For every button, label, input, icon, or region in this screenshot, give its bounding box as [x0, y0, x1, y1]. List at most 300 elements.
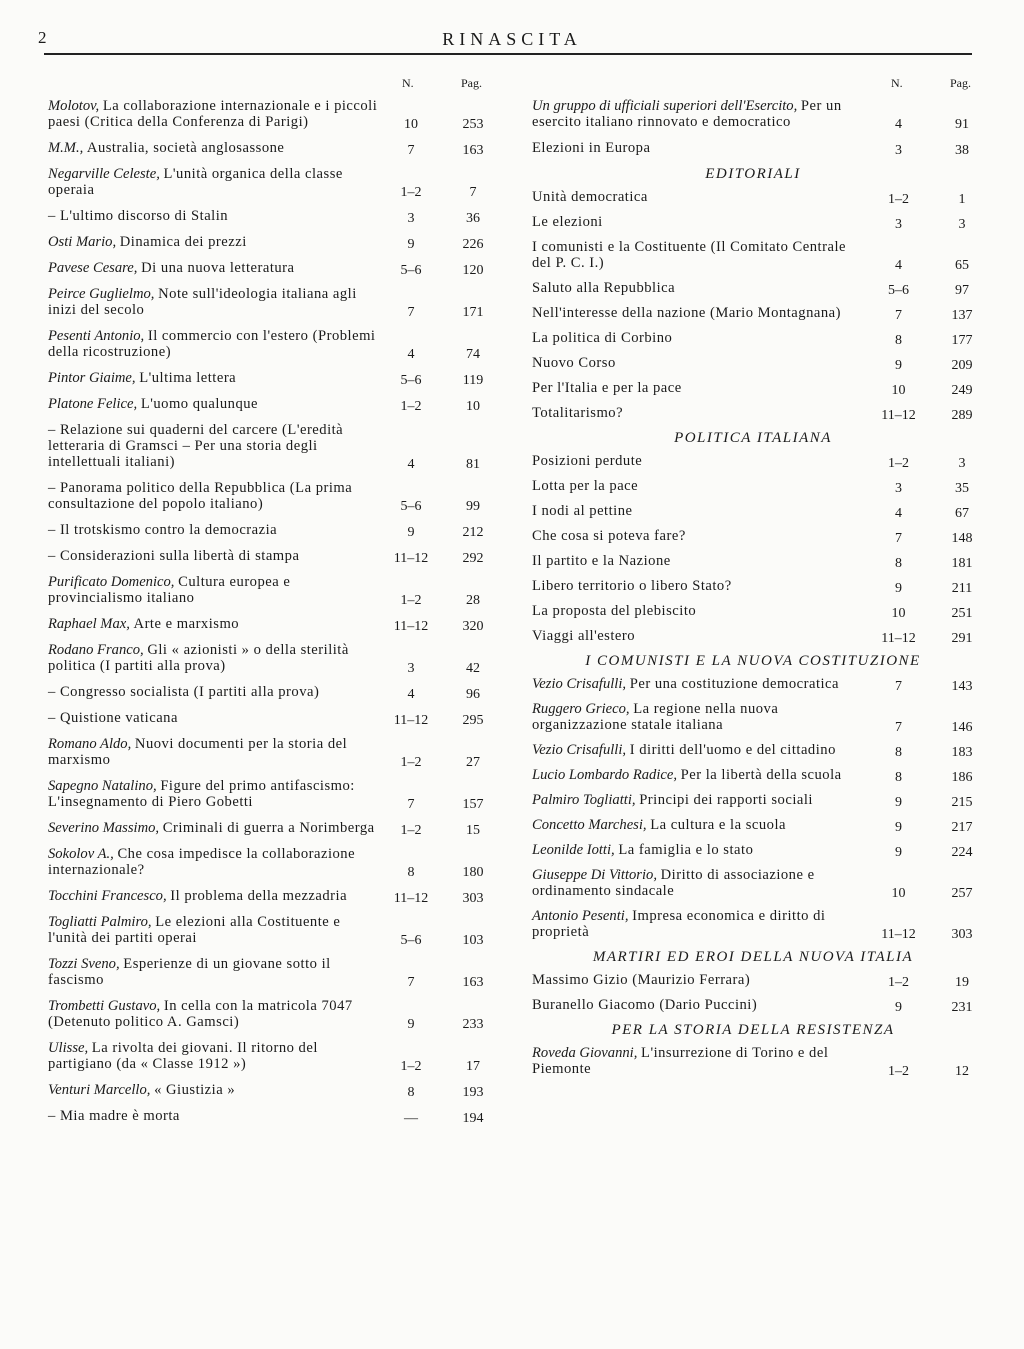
entry-page-number: 163	[462, 143, 484, 158]
entry-issue-number: 1–2	[888, 1064, 909, 1079]
entry-page-number: 65	[955, 258, 969, 273]
entry-author: Trombetti Gustavo,	[48, 998, 161, 1014]
entry-title: Buranello Giacomo (Dario Puccini)	[532, 997, 758, 1013]
entry-page-number: 119	[462, 373, 484, 388]
entry-title: La collaborazione internazionale e i piccoli paesi (Critica della Conferenza di Parigi)	[48, 98, 378, 130]
entry-title: – L'ultimo discorso di Stalin	[48, 208, 229, 224]
index-entry	[48, 522, 488, 538]
page-header-label: Pag.	[461, 76, 482, 90]
entry-page-number: 146	[951, 720, 973, 735]
entry-author: Severino Massimo,	[48, 820, 160, 836]
entry-author: Tocchini Francesco,	[48, 888, 167, 904]
entry-issue-number: 7	[895, 679, 902, 694]
entry-page-number: 137	[951, 308, 973, 323]
index-entry	[532, 453, 974, 469]
index-entry	[48, 166, 488, 198]
entry-issue-number: 4	[895, 117, 902, 132]
entry-title: Posizioni perdute	[532, 453, 643, 469]
index-entry	[48, 710, 488, 726]
entry-issue-number: 3	[895, 217, 902, 232]
entry-issue-number: 7	[407, 143, 415, 158]
entry-page-number: 253	[462, 117, 484, 132]
entry-text	[532, 767, 867, 783]
entry-issue-number: 4	[895, 258, 902, 273]
entry-text	[532, 380, 867, 396]
entry-page-number: 81	[466, 457, 480, 472]
entry-title: L'uomo qualunque	[140, 396, 259, 412]
index-entry	[532, 528, 974, 544]
section-heading: PER LA STORIA DELLA RESISTENZA	[611, 1022, 895, 1038]
entry-page-number: 3	[958, 456, 966, 471]
section-heading: EDITORIALI	[705, 166, 801, 182]
entry-text	[48, 616, 380, 632]
entry-page-number: 157	[462, 797, 484, 812]
index-entry	[532, 305, 974, 321]
entry-issue-number: 4	[407, 347, 415, 362]
entry-title: Nuovo Corso	[532, 355, 616, 371]
entry-text	[532, 280, 867, 296]
entry-author: Platone Felice,	[48, 396, 138, 412]
entry-text	[532, 140, 867, 156]
entry-issue-number: 9	[895, 845, 902, 860]
entry-title: Diritto di associazione e ordinamento sindacale	[532, 867, 815, 899]
entry-title: Che cosa impedisce la collaborazione internazionale?	[48, 846, 356, 878]
entry-text	[532, 214, 867, 230]
entry-page-number: 42	[466, 661, 480, 676]
index-entry	[48, 778, 488, 810]
entry-author: Sapegno Natalino,	[48, 778, 157, 794]
entry-text	[48, 846, 380, 878]
index-entry	[48, 260, 488, 276]
entry-title: Libero territorio o libero Stato?	[532, 578, 732, 594]
entry-title: Esperienze di un giovane sotto il fascismo	[48, 956, 331, 988]
entry-page-number: 251	[951, 606, 973, 621]
entry-page-number: 10	[466, 399, 480, 414]
entry-author: Togliatti Palmiro,	[48, 914, 152, 930]
entry-issue-number: 11–12	[393, 891, 429, 906]
entry-text	[48, 888, 380, 904]
entry-title: Viaggi all'estero	[532, 628, 636, 644]
entry-page-number: 91	[955, 117, 969, 132]
entry-text	[532, 355, 867, 371]
entry-title: I nodi al pettine	[532, 503, 633, 519]
index-entry	[48, 888, 488, 904]
entry-page-number: 295	[462, 713, 484, 728]
entry-title: Arte e marxismo	[133, 616, 240, 632]
entry-text	[532, 578, 867, 594]
index-entry	[48, 914, 488, 946]
entry-issue-number: 1–2	[400, 593, 422, 608]
entry-page-number: 249	[951, 383, 973, 398]
entry-author: Sokolov A.,	[48, 846, 114, 862]
entry-issue-number: 1–2	[888, 456, 909, 471]
index-entry	[532, 330, 974, 346]
entry-page-number: 303	[462, 891, 484, 906]
header-rule	[44, 53, 972, 55]
entry-issue-number: 11–12	[393, 619, 429, 634]
entry-page-number: 209	[951, 358, 973, 373]
entry-issue-number: 7	[407, 305, 415, 320]
entry-page-number: 211	[951, 581, 973, 596]
entry-page-number: 103	[462, 933, 484, 948]
entry-page-number: 257	[951, 886, 973, 901]
left-column-header	[48, 76, 488, 98]
entry-text	[532, 330, 867, 346]
index-entry	[48, 208, 488, 224]
entry-text	[532, 792, 867, 808]
entry-title: Di una nuova letteratura	[141, 260, 295, 276]
entry-text	[532, 676, 867, 692]
entry-issue-number: 9	[895, 1000, 902, 1015]
entry-author: Purificato Domenico,	[48, 574, 175, 590]
entry-issue-number: 10	[891, 383, 906, 398]
entry-text	[48, 522, 380, 538]
entry-title: « Giustizia »	[154, 1082, 236, 1098]
entry-issue-number: 5–6	[400, 373, 422, 388]
entry-text	[532, 701, 867, 733]
entry-text	[532, 817, 867, 833]
entry-title: – Il trotskismo contro la democrazia	[48, 522, 278, 538]
entry-title: L'insurrezione di Torino e del Piemonte	[532, 1045, 829, 1077]
entry-author: Raphael Max,	[48, 616, 130, 632]
entry-title: Che cosa si poteva fare?	[532, 528, 686, 544]
entry-text	[532, 553, 867, 569]
entry-text	[48, 956, 380, 988]
entry-issue-number: 10	[891, 886, 906, 901]
page-number: 2	[38, 28, 47, 47]
entry-page-number: 74	[466, 347, 480, 362]
entry-title: Unità democratica	[532, 189, 648, 205]
entry-page-number: 143	[951, 679, 973, 694]
entry-text	[532, 742, 867, 758]
entry-text	[48, 422, 380, 470]
entry-title: Criminali di guerra a Norimberga	[162, 820, 375, 836]
index-entry	[532, 701, 974, 733]
entry-title: L'unità organica della classe operaia	[48, 166, 343, 198]
entry-text	[48, 684, 380, 700]
entry-page-number: 67	[955, 506, 969, 521]
entry-text	[532, 1045, 867, 1077]
entry-text	[48, 396, 380, 412]
entry-author: Un gruppo di ufficiali superiori dell'Esercito,	[532, 98, 798, 114]
entry-title: Australia, società anglosassone	[86, 140, 285, 156]
index-entry	[532, 553, 974, 569]
entry-title: – Mia madre è morta	[48, 1108, 180, 1124]
entry-issue-number: 7	[407, 797, 415, 812]
index-entry	[48, 736, 488, 768]
index-entry	[532, 676, 974, 692]
entry-author: Negarville Celeste,	[48, 166, 160, 182]
entry-author: Vezio Crisafulli,	[532, 742, 627, 758]
entry-issue-number: 8	[895, 745, 902, 760]
entry-page-number: 7	[469, 185, 477, 200]
entry-issue-number: 11–12	[393, 713, 429, 728]
entry-page-number: 97	[955, 283, 969, 298]
entry-page-number: 180	[462, 865, 484, 880]
entry-page-number: 186	[951, 770, 973, 785]
entry-title: La rivolta dei giovani. Il ritorno del partigiano (da « Classe 1912 »)	[48, 1040, 318, 1072]
entry-issue-number: 3	[407, 661, 415, 676]
index-entry	[48, 1108, 488, 1124]
entry-title: Per l'Italia e per la pace	[532, 380, 682, 396]
entry-page-number: 17	[466, 1059, 480, 1074]
entry-author: Pintor Giaime,	[48, 370, 136, 386]
index-entry	[48, 480, 488, 512]
entry-text	[48, 166, 380, 198]
number-header: N.	[402, 76, 414, 90]
entry-author: Concetto Marchesi,	[532, 817, 647, 833]
section-heading: I COMUNISTI E LA NUOVA COSTITUZIONE	[585, 653, 921, 669]
entry-issue-number: 11–12	[393, 551, 429, 566]
entry-page-number: 148	[951, 531, 973, 546]
entry-title: Elezioni in Europa	[532, 140, 651, 156]
entry-page-number: 292	[462, 551, 484, 566]
entry-author: Tozzi Sveno,	[48, 956, 120, 972]
entry-author: Roveda Giovanni,	[532, 1045, 638, 1061]
entry-text	[48, 642, 380, 674]
index-entry	[532, 908, 974, 940]
entry-page-number: 194	[462, 1111, 484, 1126]
entry-issue-number: 8	[895, 333, 902, 348]
entry-title: Il problema della mezzadria	[170, 888, 348, 904]
entry-text	[48, 548, 380, 564]
entry-title: Cultura europea e provincialismo italiano	[48, 574, 291, 606]
entry-author: Venturi Marcello,	[48, 1082, 151, 1098]
entry-title: Nell'interesse della nazione (Mario Montagnana)	[532, 305, 841, 321]
entry-text	[48, 778, 380, 810]
entry-text	[48, 820, 380, 836]
entry-author: Ruggero Grieco,	[532, 701, 630, 717]
index-entry	[532, 355, 974, 371]
entry-text	[48, 736, 380, 768]
entry-issue-number: 5–6	[888, 283, 909, 298]
index-entry	[532, 578, 974, 594]
entry-title: La politica di Corbino	[532, 330, 673, 346]
right-column	[532, 76, 974, 1086]
index-entry	[48, 846, 488, 878]
entry-issue-number: 3	[407, 211, 415, 226]
entry-title: La proposta del plebiscito	[532, 603, 697, 619]
entry-author: Pesenti Antonio,	[48, 328, 145, 344]
entry-title: – Quistione vaticana	[48, 710, 178, 726]
entry-text	[48, 1040, 380, 1072]
entry-text	[48, 998, 380, 1030]
entry-text	[48, 914, 380, 946]
entry-title: Principi dei rapporti sociali	[639, 792, 813, 808]
entry-author: Pavese Cesare,	[48, 260, 138, 276]
entry-author: Vezio Crisafulli,	[532, 676, 627, 692]
entry-title: La famiglia e lo stato	[618, 842, 754, 858]
index-entry	[532, 972, 974, 988]
entry-issue-number: 9	[407, 237, 415, 252]
entry-text	[532, 98, 867, 130]
entry-text	[48, 208, 380, 224]
entry-page-number: 171	[462, 305, 484, 320]
entry-issue-number: 5–6	[400, 933, 422, 948]
entry-title: In cella con la matricola 7047 (Detenuto politico A. Gamsci)	[48, 998, 353, 1030]
entry-text	[532, 239, 867, 271]
entry-text	[532, 189, 867, 205]
entry-page-number: 224	[951, 845, 973, 860]
entry-text	[532, 842, 867, 858]
entry-issue-number: 5–6	[400, 263, 422, 278]
index-entry	[532, 603, 974, 619]
entry-issue-number: 7	[407, 975, 415, 990]
entry-page-number: 38	[955, 143, 969, 158]
entry-text	[532, 405, 867, 421]
entry-title: La cultura e la scuola	[650, 817, 787, 833]
entry-title: Note sull'ideologia italiana agli inizi del secolo	[48, 286, 357, 318]
entry-issue-number: 4	[895, 506, 902, 521]
right-column-header	[532, 76, 974, 98]
entry-text	[532, 503, 867, 519]
entry-issue-number: 10	[891, 606, 906, 621]
entry-page-number: 303	[951, 927, 973, 942]
entry-page-number: 233	[462, 1017, 484, 1032]
entry-page-number: 120	[462, 263, 484, 278]
entry-page-number: 19	[955, 975, 969, 990]
entry-text	[48, 328, 380, 360]
page-header-label: Pag.	[950, 76, 971, 90]
index-entry	[532, 405, 974, 421]
entry-title: Saluto alla Repubblica	[532, 280, 676, 296]
index-entry	[532, 1045, 974, 1077]
entry-page-number: 231	[951, 1000, 973, 1015]
entry-page-number: 35	[955, 481, 969, 496]
index-entry	[532, 742, 974, 758]
entry-title: Lotta per la pace	[532, 478, 639, 494]
entry-text	[48, 480, 380, 512]
entry-title: Per una costituzione democratica	[629, 676, 840, 692]
entry-issue-number: 1–2	[888, 975, 909, 990]
entry-page-number: 3	[958, 217, 966, 232]
entry-text	[48, 286, 380, 318]
entry-author: Ulisse,	[48, 1040, 89, 1056]
entry-text	[532, 305, 867, 321]
entry-title: Figure del primo antifascismo: L'insegnamento di Piero Gobetti	[48, 778, 355, 810]
index-entry	[48, 820, 488, 836]
entry-issue-number: 3	[895, 481, 902, 496]
index-entry	[532, 98, 974, 130]
entry-text	[532, 478, 867, 494]
index-entry	[48, 1082, 488, 1098]
index-entry	[48, 548, 488, 564]
entry-title: I diritti dell'uomo e del cittadino	[629, 742, 836, 758]
entry-text	[532, 972, 867, 988]
entry-author: Antonio Pesenti,	[532, 908, 629, 924]
index-entry	[48, 642, 488, 674]
entry-page-number: 215	[951, 795, 973, 810]
entry-issue-number: 1–2	[400, 823, 422, 838]
entry-title: Impresa economica e diritto di proprietà	[532, 908, 826, 940]
entry-issue-number: 11–12	[881, 927, 916, 942]
left-column	[48, 76, 488, 1134]
entry-text	[532, 628, 867, 644]
entry-title: La regione nella nuova organizzazione statale italiana	[532, 701, 779, 733]
entry-author: Osti Mario,	[48, 234, 117, 250]
entry-page-number: 320	[462, 619, 484, 634]
entry-page-number: 289	[951, 408, 973, 423]
entry-issue-number: 7	[895, 308, 902, 323]
entry-title: – Congresso socialista (I partiti alla prova)	[48, 684, 320, 700]
entry-title: L'ultima lettera	[139, 370, 237, 386]
index-entry	[532, 867, 974, 899]
entry-issue-number: 11–12	[881, 631, 916, 646]
entry-text	[48, 574, 380, 606]
page-header	[0, 28, 1024, 52]
index-entry	[532, 792, 974, 808]
entry-page-number: 1	[958, 192, 966, 207]
index-entry	[48, 1040, 488, 1072]
index-entry	[48, 370, 488, 386]
entry-page-number: 181	[951, 556, 973, 571]
entry-text	[48, 710, 380, 726]
index-entry	[48, 98, 488, 130]
entry-page-number: 177	[951, 333, 973, 348]
entry-issue-number: 1–2	[888, 192, 909, 207]
entry-issue-number: 8	[407, 1085, 415, 1100]
entry-issue-number: 11–12	[881, 408, 916, 423]
entry-issue-number: 5–6	[400, 499, 422, 514]
entry-issue-number: 1–2	[400, 755, 422, 770]
entry-issue-number: 9	[407, 1017, 415, 1032]
entry-page-number: 96	[466, 687, 480, 702]
entry-title: Gli « azionisti » o della sterilità politica (I partiti alla prova)	[48, 642, 349, 674]
entry-page-number: 15	[466, 823, 480, 838]
entry-issue-number: —	[404, 1111, 418, 1126]
entry-title: Per un esercito italiano rinnovato e democratico	[532, 98, 842, 130]
index-entry	[48, 234, 488, 250]
index-entry	[532, 214, 974, 230]
entry-issue-number: 9	[895, 795, 902, 810]
entry-author: Peirce Guglielmo,	[48, 286, 155, 302]
entry-page-number: 28	[466, 593, 480, 608]
entry-author: Palmiro Togliatti,	[532, 792, 636, 808]
section-heading: MARTIRI ED EROI DELLA NUOVA ITALIA	[592, 949, 914, 965]
entry-title: I comunisti e la Costituente (Il Comitato Centrale del P. C. I.)	[532, 239, 846, 271]
entry-page-number: 226	[462, 237, 484, 252]
entry-page-number: 217	[951, 820, 973, 835]
entry-text	[532, 528, 867, 544]
index-entry	[48, 286, 488, 318]
entry-page-number: 36	[466, 211, 480, 226]
index-entry	[532, 280, 974, 296]
index-entry	[48, 422, 488, 470]
entry-text	[532, 997, 867, 1013]
index-entry	[532, 628, 974, 644]
index-entry	[48, 616, 488, 632]
index-entry	[48, 684, 488, 700]
index-entry	[532, 239, 974, 271]
entry-title: Le elezioni	[532, 214, 603, 230]
entry-author: M.M.,	[48, 140, 84, 156]
entry-issue-number: 9	[407, 525, 415, 540]
index-entry	[48, 956, 488, 988]
entry-text	[48, 140, 380, 156]
section-heading: POLITICA ITALIANA	[674, 430, 832, 446]
journal-title: RINASCITA	[442, 29, 582, 49]
index-entry	[48, 396, 488, 412]
entry-issue-number: 8	[407, 865, 415, 880]
entry-issue-number: 3	[895, 143, 902, 158]
entry-author: Giuseppe Di Vittorio,	[532, 867, 657, 883]
entry-issue-number: 9	[895, 358, 902, 373]
entry-text	[48, 260, 380, 276]
entry-page-number: 212	[462, 525, 484, 540]
index-entry	[532, 380, 974, 396]
entry-issue-number: 1–2	[400, 1059, 422, 1074]
entry-title: – Panorama politico della Repubblica (La prima consultazione del popolo italiano)	[48, 480, 353, 512]
